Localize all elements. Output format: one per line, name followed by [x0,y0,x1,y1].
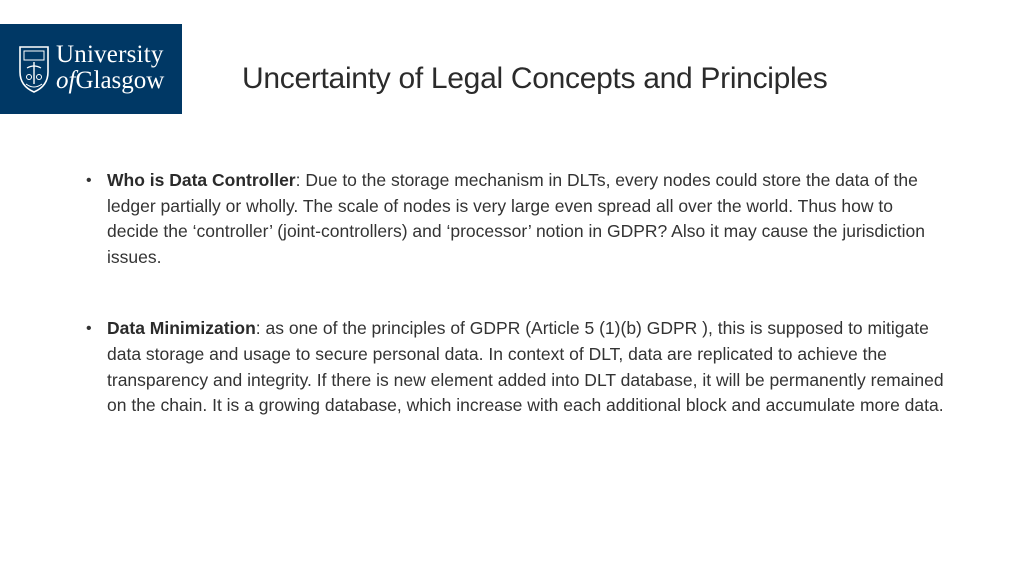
bullet-list [86,168,946,419]
bullet-term: Data Minimization [107,318,256,339]
logo-of: of [56,67,76,94]
logo-glasgow: Glasgow [75,67,165,94]
bullet-text: : Due to the storage mechanism in DLTs, every nodes could store the data of the ledger partially or wholly. The scale of nodes is very large even spread all over the world. Thus how to decide the ‘controller’ (joint-controllers) and ‘processor’ notion in GDPR? Also it may cause the jurisdiction issues. [107,170,926,267]
bullet-icon: • [86,172,92,189]
logo-line-university: University [56,41,164,68]
bullet-term: Who is Data Controller [107,170,296,190]
bullet-icon: • [86,320,92,338]
university-logo [0,24,182,114]
bullet-item-data-minimization [86,316,946,418]
bullet-text: : as one of the principles of GDPR (Article 5 (1)(b) GDPR ), this is supposed to mitigate data storage and usage to secure personal data. In context of DLT, data are replicated to achieve the transparency and integrity. If there is new element added into DLT database, it will be permanently remained on the chain. It is a growing database, which increase with each additional block and accumulate more data. [107,318,944,416]
bullet-item-data-controller [86,168,946,270]
slide-title: Uncertainty of Legal Concepts and Principles [242,62,828,95]
logo-wordmark [56,42,164,93]
crest-icon [18,44,50,94]
logo-line-glasgow [56,68,164,93]
